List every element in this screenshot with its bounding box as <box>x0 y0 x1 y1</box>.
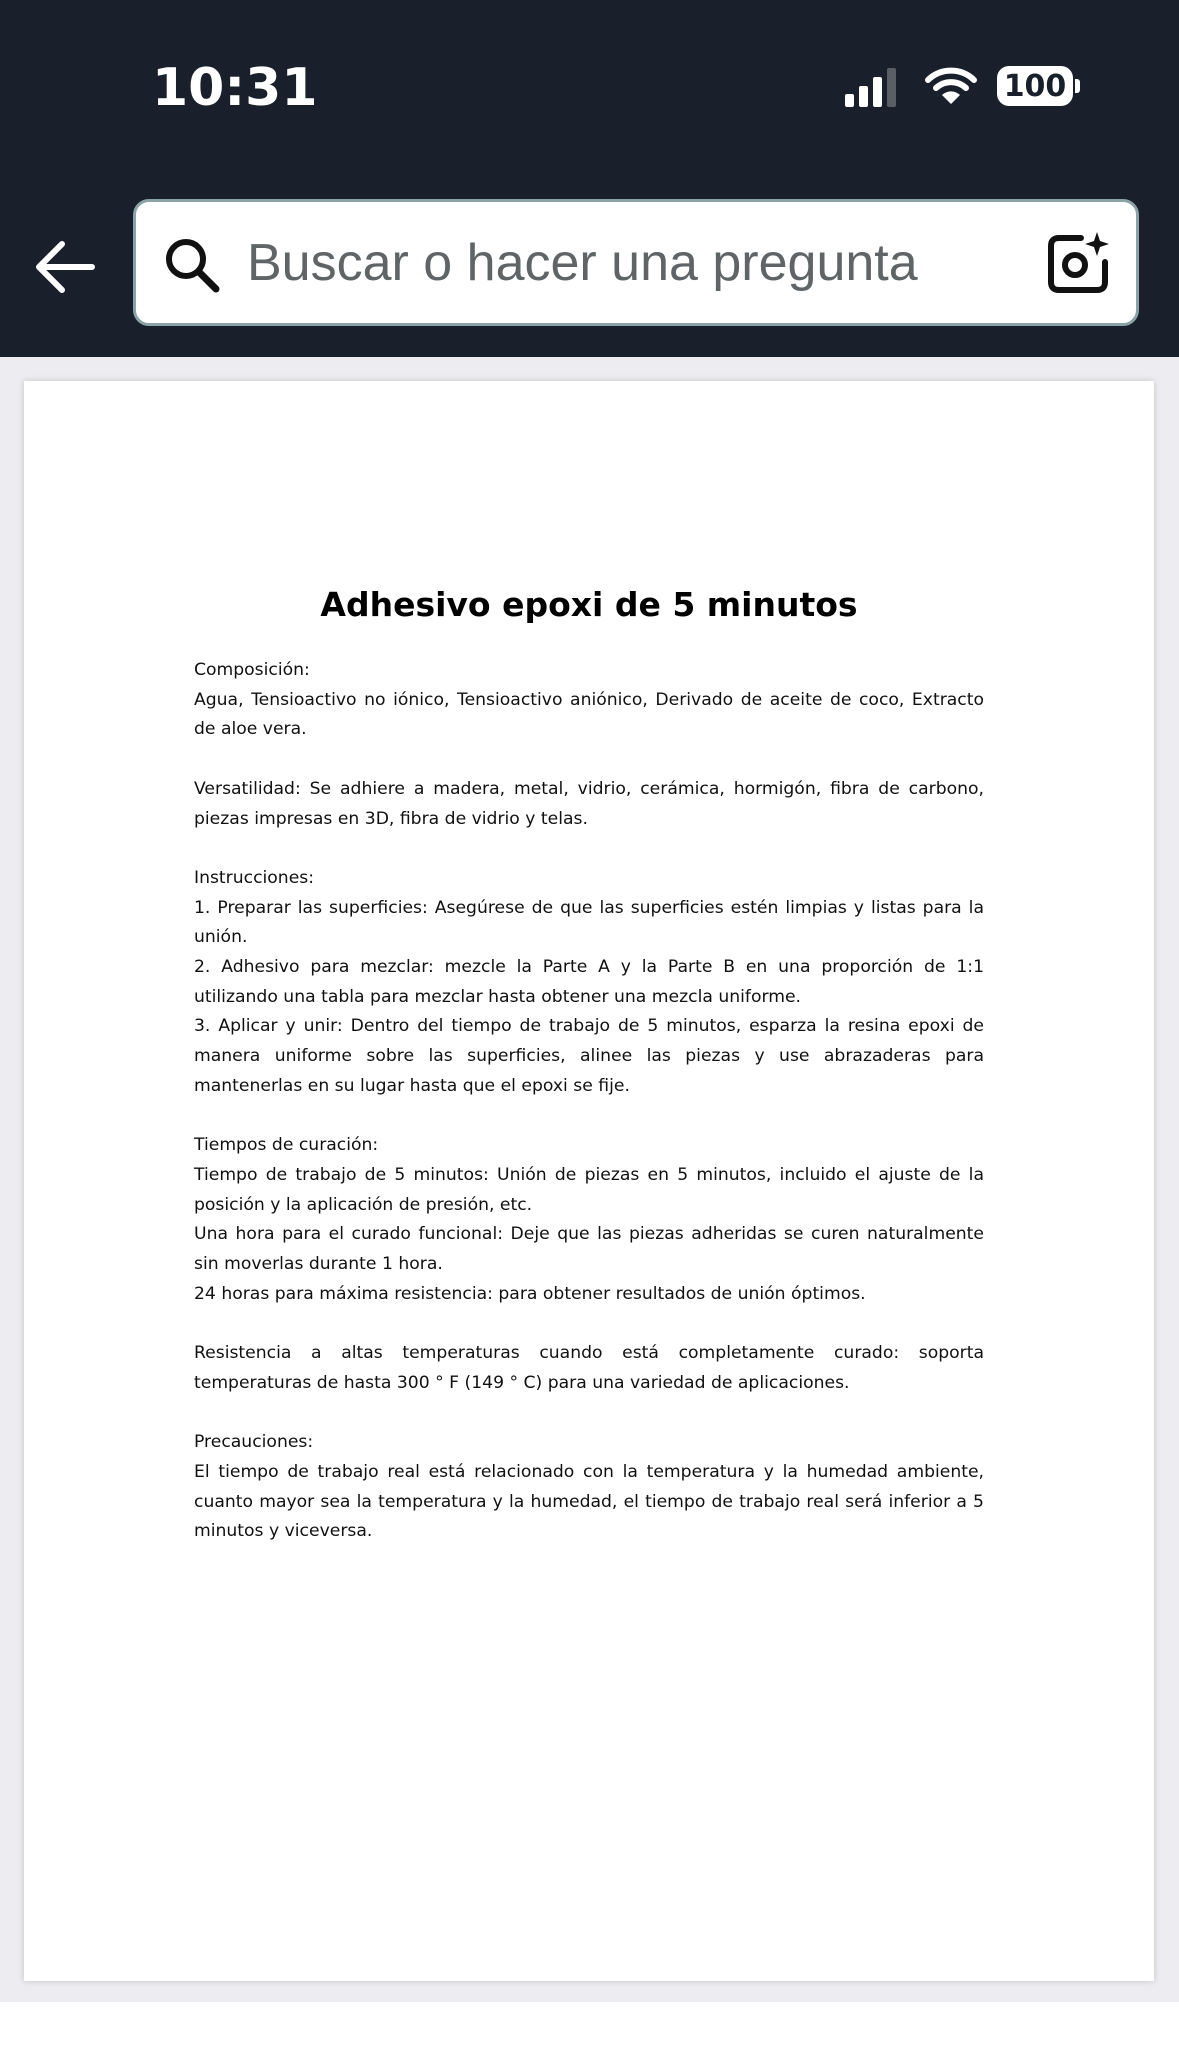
cellular-signal-icon <box>845 68 905 108</box>
search-icon <box>163 236 221 294</box>
app-header <box>0 0 1179 357</box>
bottom-area <box>0 2002 1179 2054</box>
section-composition <box>194 656 984 745</box>
camera-search-icon[interactable] <box>1045 230 1111 294</box>
section-heat-resistance <box>194 1339 984 1398</box>
document-viewer[interactable] <box>0 357 1179 2002</box>
paragraph-line: Tiempo de trabajo de 5 minutos: Unión de piezas en 5 minutos, incluido el ajuste de la posición y la aplicación de presión, etc. <box>194 1164 984 1215</box>
paragraph-line: Composición: <box>194 660 310 680</box>
section-curing-times <box>194 1131 984 1309</box>
section-precautions <box>194 1428 984 1547</box>
section-versatility <box>194 775 984 834</box>
paragraph-line: 3. Aplicar y unir: Dentro del tiempo de trabajo de 5 minutos, esparza la resina epoxi de manera uniforme sobre las superficies, alinee las piezas y use abrazaderas para mantenerlas en su lugar hasta que el epoxi se fije. <box>194 1016 984 1096</box>
battery-indicator <box>997 66 1079 108</box>
section-instructions <box>194 864 984 1102</box>
document-page <box>24 381 1154 1981</box>
search-bar[interactable] <box>133 199 1139 326</box>
paragraph-line: Instrucciones: <box>194 867 315 888</box>
paragraph-line: Versatilidad: Se adhiere a madera, metal, vidrio, cerámica, hormigón, fibra de carbono, piezas impresas en 3D, fibra de vidrio y telas. <box>194 778 984 829</box>
paragraph-line: El tiempo de trabajo real está relacionado con la temperatura y la humedad ambiente, cuanto mayor sea la temperatura y la humedad, el tiempo de trabajo real será inferior a 5 minutos y viceversa. <box>194 1461 984 1542</box>
document-body <box>194 656 984 1577</box>
paragraph-line: 2. Adhesivo para mezclar: mezcle la Parte A y la Parte B en una proporción de 1:1 utilizando una tabla para mezclar hasta obtener una mezcla uniforme. <box>194 957 984 1007</box>
paragraph-line: Agua, Tensioactivo no iónico, Tensioactivo aniónico, Derivado de aceite de coco, Extracto de aloe vera. <box>194 689 984 740</box>
status-time: 10:31 <box>152 58 318 118</box>
search-input[interactable]: Buscar o hacer una pregunta <box>247 234 918 292</box>
paragraph-line: 1. Preparar las superficies: Asegúrese de que las superficies estén limpias y listas para la unión. <box>194 897 984 948</box>
paragraph-line: Resistencia a altas temperaturas cuando está completamente curado: soporta temperaturas de hasta 300 ° F (149 ° C) para una variedad de aplicaciones. <box>194 1343 984 1393</box>
wifi-icon <box>925 66 977 106</box>
back-arrow-icon[interactable] <box>30 232 100 302</box>
document-title: Adhesivo epoxi de 5 minutos <box>320 585 858 624</box>
battery-level: 100 <box>997 66 1073 106</box>
paragraph-line: Una hora para el curado funcional: Deje que las piezas adheridas se curen naturalmente sin moverlas durante 1 hora. <box>194 1224 984 1275</box>
paragraph-line: Tiempos de curación: <box>194 1135 379 1156</box>
paragraph-line: Precauciones: <box>194 1432 314 1453</box>
paragraph-line: 24 horas para máxima resistencia: para obtener resultados de unión óptimos. <box>194 1283 866 1304</box>
